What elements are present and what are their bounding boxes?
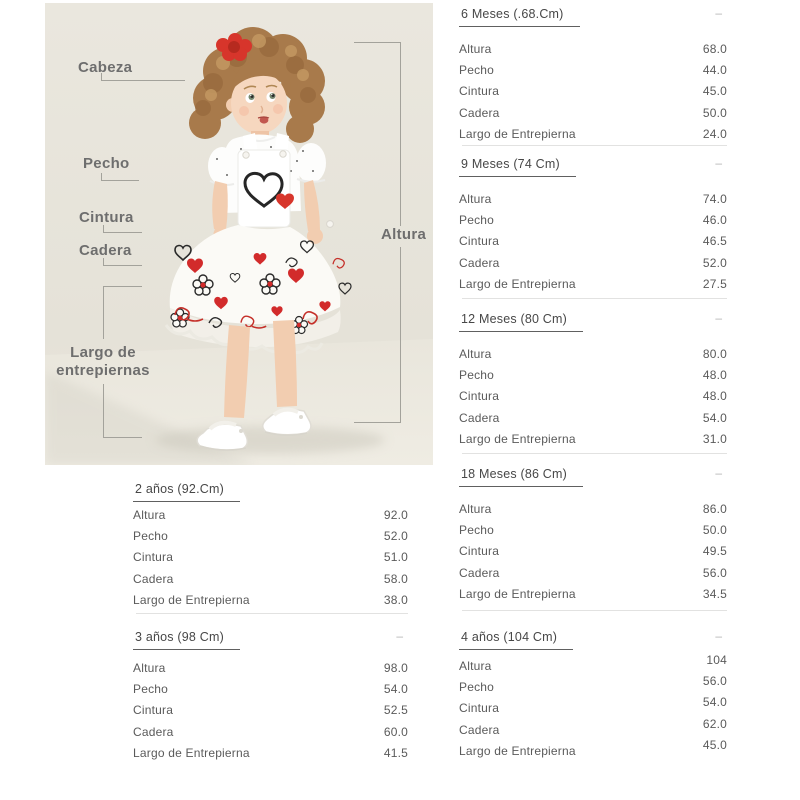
measure-label: Altura (459, 658, 492, 673)
measure-value: 58.0 (383, 571, 408, 586)
measure-label: Altura (459, 501, 492, 516)
size-table-title: 2 años (92.Cm) (133, 482, 240, 502)
measure-value: 98.0 (383, 660, 408, 675)
measure-label: Pecho (459, 680, 495, 695)
table-divider (136, 613, 408, 614)
measure-row (130, 504, 408, 525)
measure-value: 52.0 (383, 529, 408, 544)
collapse-dash-icon[interactable]: – (715, 6, 722, 20)
measure-value: 44.0 (702, 63, 727, 78)
measure-row (130, 743, 408, 764)
size-table (456, 310, 727, 450)
table-divider (462, 298, 727, 299)
size-table-header[interactable] (456, 628, 727, 648)
label-cadera: Cadera (79, 242, 132, 259)
size-table (130, 628, 408, 764)
measure-row (456, 81, 727, 102)
measure-value: 41.5 (383, 746, 408, 761)
measure-label: Cintura (133, 550, 174, 565)
label-largo-line2: entrepiernas (56, 361, 150, 379)
measure-row (456, 584, 727, 605)
measure-row (456, 252, 727, 273)
measure-label: Cintura (459, 701, 500, 716)
measure-label: Largo de Entrepierna (133, 593, 250, 608)
size-table-title: 9 Meses (74 Cm) (459, 157, 576, 177)
size-tables-right-column (456, 0, 727, 800)
measure-label: Largo de Entrepierna (133, 746, 250, 761)
cabeza-connector-line (101, 73, 185, 81)
measure-label: Altura (133, 507, 166, 522)
altura-bracket-bottom (354, 247, 401, 423)
measure-row (456, 231, 727, 252)
measure-label: Cadera (459, 410, 500, 425)
measure-value: 49.5 (702, 544, 727, 559)
measure-row (130, 547, 408, 568)
measure-label: Pecho (459, 63, 495, 78)
measure-row (456, 124, 727, 145)
table-divider (462, 453, 727, 454)
altura-bracket-top (354, 42, 401, 226)
measure-value: 46.0 (702, 213, 727, 228)
measure-row (130, 568, 408, 589)
measure-label: Cintura (459, 234, 500, 249)
measure-row (130, 721, 408, 742)
measure-value: 31.0 (702, 432, 727, 447)
collapse-dash-icon[interactable]: – (396, 629, 403, 643)
label-pecho: Pecho (83, 155, 130, 172)
size-table (130, 480, 408, 611)
table-divider (462, 610, 727, 611)
measure-label: Altura (459, 346, 492, 361)
size-table (456, 5, 727, 145)
size-table-header[interactable] (456, 5, 727, 25)
measure-value: 51.0 (383, 550, 408, 565)
measure-value: 60.0 (383, 724, 408, 739)
measure-value: 80.0 (702, 346, 727, 361)
measure-label: Cadera (459, 255, 500, 270)
measure-label: Cadera (459, 565, 500, 580)
size-table-title: 18 Meses (86 Cm) (459, 467, 583, 487)
measure-value: 52.5 (383, 703, 408, 718)
measure-label: Cintura (459, 84, 500, 99)
label-largo-de-entrepiernas (55, 344, 151, 379)
measure-row (130, 525, 408, 546)
measure-row (456, 676, 727, 697)
measure-label: Cadera (133, 571, 174, 586)
measure-value: 50.0 (702, 523, 727, 538)
cadera-connector-line (103, 258, 142, 266)
size-table-header[interactable] (456, 310, 727, 330)
measure-value: 74.0 (702, 191, 727, 206)
measure-value: 54.0 (383, 682, 408, 697)
measure-value: 45.0 (702, 84, 727, 99)
measure-value: 50.0 (702, 105, 727, 120)
collapse-dash-icon[interactable]: – (715, 311, 722, 325)
measure-row (456, 274, 727, 295)
size-table-header[interactable] (130, 628, 408, 648)
measure-label: Pecho (133, 682, 169, 697)
measure-value: 104 (706, 652, 727, 667)
measure-label: Cintura (459, 544, 500, 559)
measure-value: 46.5 (702, 234, 727, 249)
size-table-rows (456, 38, 727, 145)
measure-row (456, 498, 727, 519)
largo-bracket-top (103, 286, 142, 339)
size-table-rows (456, 188, 727, 295)
size-table-title: 6 Meses (.68.Cm) (459, 7, 580, 27)
table-divider (462, 145, 727, 146)
size-table-header[interactable] (130, 480, 408, 500)
measure-label: Pecho (133, 529, 169, 544)
measure-value: 45.0 (702, 738, 727, 753)
pecho-connector-line (101, 173, 139, 181)
measure-label: Largo de Entrepierna (459, 127, 576, 142)
collapse-dash-icon[interactable]: – (715, 156, 722, 170)
measure-row (456, 695, 727, 719)
cintura-connector-line (103, 225, 142, 233)
measure-value: 52.0 (702, 255, 727, 270)
measure-label: Cintura (133, 703, 174, 718)
measure-label: Pecho (459, 523, 495, 538)
measure-label: Altura (459, 191, 492, 206)
measure-label: Cadera (459, 105, 500, 120)
size-table-header[interactable] (456, 155, 727, 175)
size-table-rows (130, 657, 408, 764)
measure-label: Altura (459, 41, 492, 56)
size-table-title: 3 años (98 Cm) (133, 630, 240, 650)
label-largo-line1: Largo de (70, 344, 136, 361)
product-photo (45, 3, 433, 465)
measure-row (456, 716, 727, 740)
label-cintura: Cintura (79, 209, 134, 226)
measure-label: Largo de Entrepierna (459, 744, 576, 759)
label-altura: Altura (381, 226, 427, 243)
size-table-rows (456, 652, 727, 762)
measure-row (456, 343, 727, 364)
largo-bracket-bottom (103, 384, 142, 438)
label-cabeza: Cabeza (78, 59, 133, 76)
measure-row (456, 364, 727, 385)
measure-value: 86.0 (702, 501, 727, 516)
measure-row (456, 562, 727, 583)
measure-row (456, 59, 727, 80)
measure-label: Pecho (459, 213, 495, 228)
measure-value: 56.0 (702, 565, 727, 580)
measure-value: 62.0 (702, 716, 727, 731)
measure-value: 54.0 (702, 410, 727, 425)
measure-label: Cintura (459, 389, 500, 404)
measure-label: Largo de Entrepierna (459, 277, 576, 292)
measure-label: Largo de Entrepierna (459, 432, 576, 447)
size-table-rows (456, 498, 727, 605)
measure-value: 34.5 (702, 587, 727, 602)
measure-row (456, 429, 727, 450)
measure-value: 48.0 (702, 389, 727, 404)
measure-row (456, 188, 727, 209)
measure-value: 27.5 (702, 277, 727, 292)
size-table-title: 12 Meses (80 Cm) (459, 312, 583, 332)
measure-value: 92.0 (383, 507, 408, 522)
size-table-rows (456, 343, 727, 450)
measure-label: Altura (133, 660, 166, 675)
measure-row (456, 209, 727, 230)
measure-row (456, 102, 727, 123)
measure-value: 54.0 (702, 695, 727, 710)
measure-row (130, 678, 408, 699)
measure-value: 48.0 (702, 368, 727, 383)
measure-row (130, 590, 408, 611)
size-table (456, 628, 727, 762)
measure-label: Cadera (133, 724, 174, 739)
measure-row (130, 657, 408, 678)
size-table (456, 465, 727, 605)
size-tables-left-column (130, 475, 408, 800)
measure-label: Largo de Entrepierna (459, 587, 576, 602)
measure-row (456, 386, 727, 407)
measure-value: 24.0 (702, 127, 727, 142)
measure-row (456, 407, 727, 428)
collapse-dash-icon[interactable]: – (715, 629, 722, 643)
size-table-rows (130, 504, 408, 611)
size-table-title: 4 años (104 Cm) (459, 630, 573, 650)
measure-row (456, 738, 727, 762)
measure-row (456, 38, 727, 59)
measure-value: 38.0 (383, 593, 408, 608)
size-table-header[interactable] (456, 465, 727, 485)
measure-label: Pecho (459, 368, 495, 383)
measure-row (456, 541, 727, 562)
measure-row (456, 652, 727, 676)
measure-value: 68.0 (702, 41, 727, 56)
collapse-dash-icon[interactable]: – (715, 466, 722, 480)
measure-value: 56.0 (702, 674, 727, 689)
measure-label: Cadera (459, 722, 500, 737)
measure-row (130, 700, 408, 721)
measure-row (456, 519, 727, 540)
size-table (456, 155, 727, 295)
